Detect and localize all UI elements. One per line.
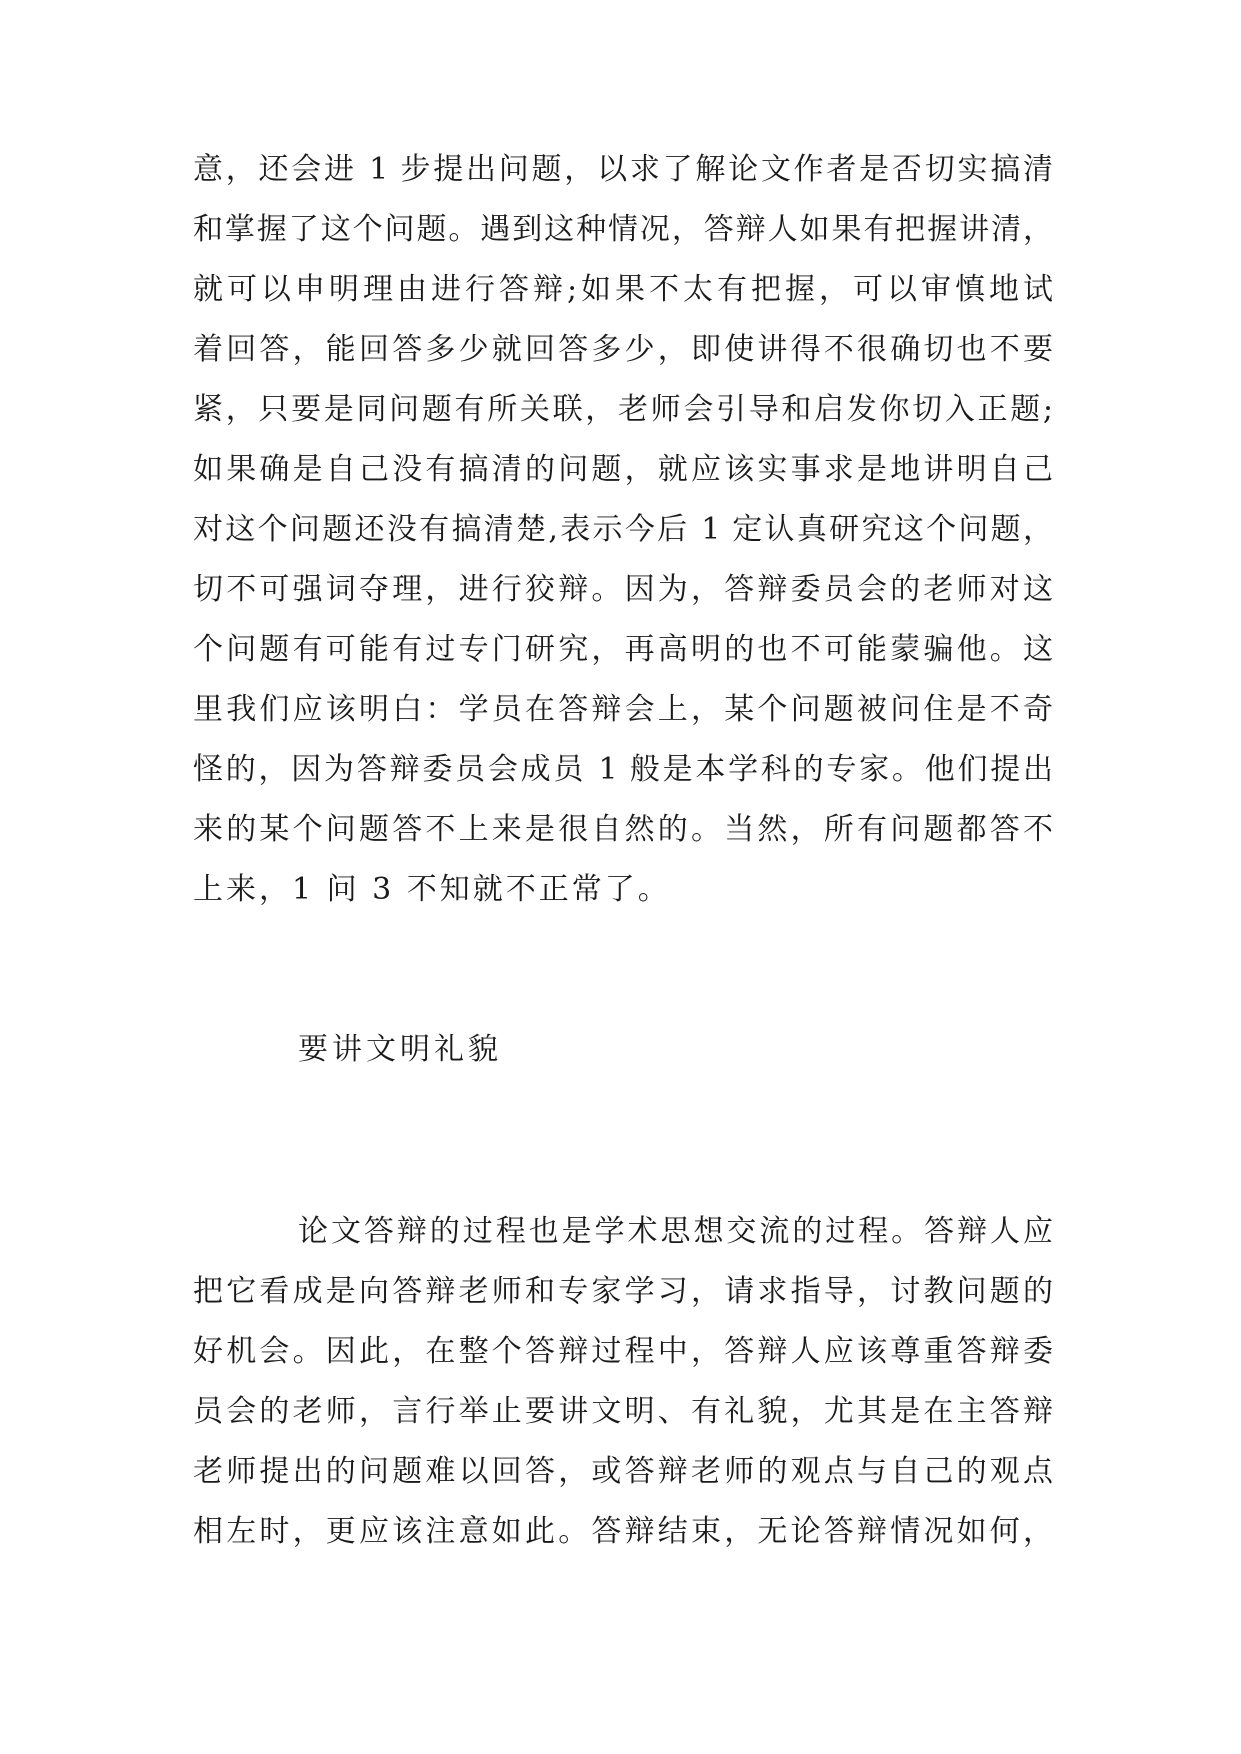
paragraph-1-line-4: 着回答，能回答多少就回答多少，即使讲得不很确切也不要 [193, 332, 1053, 367]
paragraph-2-line-4: 员会的老师，言行举止要讲文明、有礼貌，尤其是在主答辩 [193, 1394, 1053, 1429]
paragraph-1-line-2: 和掌握了这个问题。遇到这种情况，答辩人如果有把握讲清， [193, 212, 1053, 247]
paragraph-1-line-12: 来的某个问题答不上来是很自然的。当然，所有问题都答不 [193, 812, 1053, 847]
paragraph-1-line-9: 个问题有可能有过专门研究，再高明的也不可能蒙骗他。这 [193, 632, 1053, 667]
paragraph-1-line-13: 上来，1 问 3 不知就不正常了。 [193, 872, 671, 907]
paragraph-1-line-5: 紧，只要是同问题有所关联，老师会引导和启发你切入正题; [193, 392, 1053, 427]
paragraph-2-line-5: 老师提出的问题难以回答，或答辩老师的观点与自己的观点 [193, 1454, 1053, 1489]
section-heading: 要讲文明礼貌 [298, 1032, 502, 1067]
paragraph-2-line-6: 相左时，更应该注意如此。答辩结束，无论答辩情况如何， [193, 1514, 1053, 1549]
paragraph-2-line-3: 好机会。因此，在整个答辩过程中，答辩人应该尊重答辩委 [193, 1334, 1053, 1369]
paragraph-2-line-1: 论文答辩的过程也是学术思想交流的过程。答辩人应 [298, 1214, 1053, 1249]
paragraph-1-line-1: 意，还会进 1 步提出问题，以求了解论文作者是否切实搞清 [193, 152, 1053, 187]
paragraph-1-line-11: 怪的，因为答辩委员会成员 1 般是本学科的专家。他们提出 [193, 752, 1053, 787]
paragraph-2-line-2: 把它看成是向答辩老师和专家学习，请求指导，讨教问题的 [193, 1274, 1053, 1309]
paragraph-1-line-3: 就可以申明理由进行答辩;如果不太有把握，可以审慎地试 [193, 272, 1053, 307]
paragraph-1-line-8: 切不可强词夺理，进行狡辩。因为，答辩委员会的老师对这 [193, 572, 1053, 607]
paragraph-1-line-6: 如果确是自己没有搞清的问题，就应该实事求是地讲明自己 [193, 452, 1053, 487]
paragraph-1-line-7: 对这个问题还没有搞清楚,表示今后 1 定认真研究这个问题， [193, 512, 1053, 547]
paragraph-1-line-10: 里我们应该明白：学员在答辩会上，某个问题被问住是不奇 [193, 692, 1053, 727]
